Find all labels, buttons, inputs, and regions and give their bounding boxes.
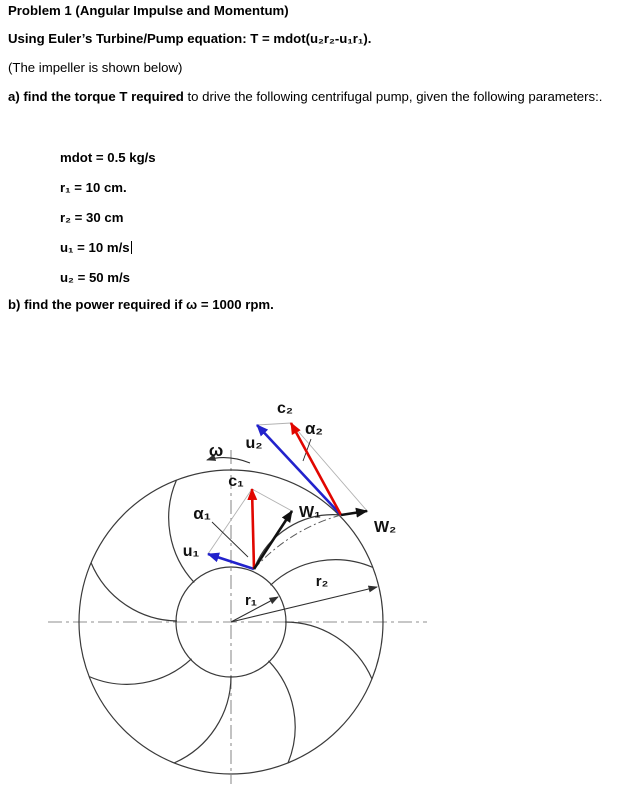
impeller-note: (The impeller is shown below)	[8, 60, 183, 75]
impeller-blade	[285, 622, 372, 679]
parameter-r2: r₂ = 30 cm	[60, 210, 124, 225]
parameter-u1-row	[60, 240, 132, 256]
impeller-blade	[254, 515, 341, 569]
alpha1-label: α₁	[193, 504, 211, 523]
parameter-u2: u₂ = 50 m/s	[60, 270, 131, 285]
w2-vector	[341, 511, 367, 515]
omega-label: ω	[208, 441, 224, 460]
w1-label: W₁	[299, 504, 321, 521]
equation-line: Using Euler’s Turbine/Pump equation: T = mdot(u₂r₂-u₁r₁).	[8, 31, 372, 46]
c1-vector	[252, 489, 254, 569]
impeller-figure	[0, 376, 628, 789]
c2-label: c₂	[276, 400, 294, 417]
r1-label: r₁	[244, 592, 258, 609]
r2-label: r₂	[315, 573, 329, 590]
impeller-blade	[269, 661, 296, 763]
parameter-r1: r₁ = 10 cm.	[60, 180, 127, 195]
part-a-bold-text: a) find the torque T required	[8, 89, 184, 104]
text-caret	[131, 241, 133, 254]
u1-label: u₁	[182, 543, 200, 560]
impeller-blade	[174, 676, 231, 763]
impeller-blade	[169, 480, 195, 583]
u2-label: u₂	[245, 435, 263, 452]
impeller-blade	[89, 659, 192, 685]
w2-label: W₂	[374, 519, 397, 536]
c1-label: c₁	[228, 473, 244, 490]
alpha2-label: α₂	[304, 419, 324, 438]
part-b-line: b) find the power required if ω = 1000 rpm.	[8, 297, 274, 312]
parameter-u1: u₁ = 10 m/s	[60, 240, 130, 255]
part-a-line	[8, 89, 602, 105]
impeller-blade	[91, 563, 177, 621]
inlet-triangle-construction-lines	[208, 489, 292, 554]
problem-title: Problem 1 (Angular Impulse and Momentum)	[8, 3, 289, 18]
parameter-mdot: mdot = 0.5 kg/s	[60, 150, 156, 165]
part-a-rest-text: to drive the following centrifugal pump, given the following parameters:.	[183, 89, 603, 104]
